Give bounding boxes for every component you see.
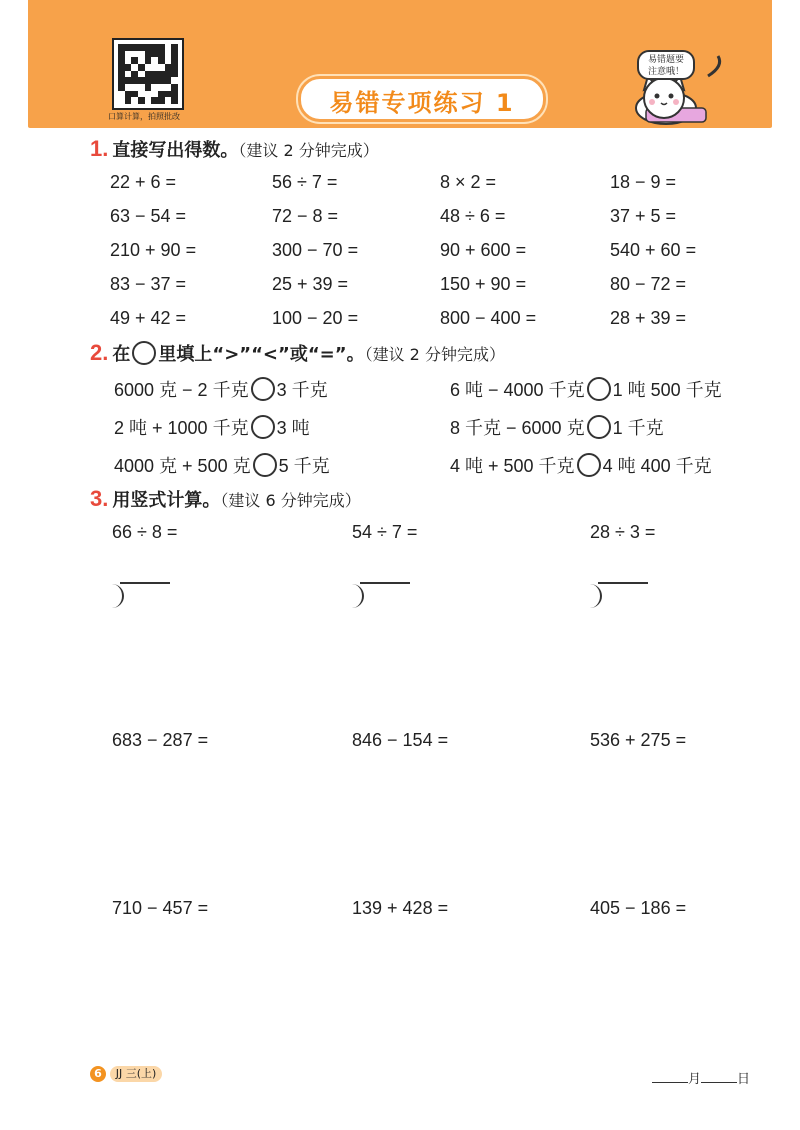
division-bracket[interactable]	[112, 582, 168, 608]
problem: 210 + 90 =	[110, 240, 197, 260]
vertical-calc-problem: 710 − 457 =	[112, 898, 209, 918]
bubble-line1: 易错题要	[647, 55, 684, 65]
answer-circle[interactable]	[251, 415, 275, 439]
comparison-right: 5 千克	[278, 456, 330, 476]
bubble-line2: 注意哦！	[647, 67, 684, 77]
section3-number: 3.	[90, 486, 109, 511]
comparison-left: 4 吨 + 500 千克	[450, 456, 575, 476]
vertical-calc-problem: 405 − 186 =	[590, 898, 687, 918]
problem: 28 + 39 =	[610, 308, 687, 328]
comparison-item	[114, 376, 328, 402]
problem: 90 + 600 =	[440, 240, 527, 260]
page-number: 6	[90, 1066, 106, 1082]
comparison-right: 3 吨	[276, 418, 310, 438]
problem: 25 + 39 =	[272, 274, 349, 294]
section2-instruction-b: 里填上“>”“<”或“=”。	[158, 344, 365, 365]
answer-circle[interactable]	[251, 377, 275, 401]
circle-icon	[132, 341, 156, 365]
section2-number: 2.	[90, 340, 109, 365]
comparison-item	[450, 376, 722, 402]
problem: 83 − 37 =	[110, 274, 187, 294]
edition-tag: JJ 三(上)	[110, 1066, 162, 1082]
page-title: 易错专项练习 1	[329, 89, 515, 117]
division-bracket[interactable]	[352, 582, 408, 608]
answer-circle[interactable]	[587, 415, 611, 439]
title-banner	[298, 76, 546, 122]
comparison-right: 1 吨 500 千克	[612, 380, 722, 400]
answer-circle[interactable]	[577, 453, 601, 477]
comparison-item	[450, 452, 712, 478]
vertical-calc-problem: 66 ÷ 8 =	[112, 522, 178, 542]
answer-circle[interactable]	[253, 453, 277, 477]
problem: 37 + 5 =	[610, 206, 677, 226]
comparison-left: 6 吨 − 4000 千克	[450, 380, 585, 400]
month-blank[interactable]	[652, 1082, 688, 1083]
speech-bubble	[637, 50, 695, 80]
qr-code[interactable]	[112, 38, 184, 110]
problem: 48 ÷ 6 =	[440, 206, 506, 226]
comparison-left: 2 吨 + 1000 千克	[114, 418, 249, 438]
comparison-right: 4 吨 400 千克	[602, 456, 712, 476]
comparison-item	[114, 452, 330, 478]
comparison-item	[114, 414, 310, 440]
vertical-calc-problem: 28 ÷ 3 =	[590, 522, 656, 542]
division-bracket[interactable]	[590, 582, 646, 608]
section1-hint: （建议 2 分钟完成）	[238, 141, 379, 160]
problem: 100 − 20 =	[272, 308, 359, 328]
comparison-left: 8 千克 − 6000 克	[450, 418, 585, 438]
month-label: 月	[688, 1072, 702, 1087]
problem: 72 − 8 =	[272, 206, 339, 226]
comparison-left: 4000 克 + 500 克	[114, 456, 251, 476]
problem: 80 − 72 =	[610, 274, 687, 294]
section1-number: 1.	[90, 136, 109, 161]
comparison-right: 3 千克	[276, 380, 328, 400]
problem: 49 + 42 =	[110, 308, 187, 328]
problem: 150 + 90 =	[440, 274, 527, 294]
section3-title	[90, 486, 361, 512]
day-label: 日	[737, 1072, 751, 1087]
problem: 800 − 400 =	[440, 308, 537, 328]
section2-instruction-a: 在	[112, 344, 131, 365]
vertical-calc-problem: 54 ÷ 7 =	[352, 522, 418, 542]
comparison-right: 1 千克	[612, 418, 664, 438]
problem: 8 × 2 =	[440, 172, 497, 192]
section1-instruction: 直接写出得数。	[112, 140, 239, 161]
date-field	[652, 1068, 750, 1087]
section1-title	[90, 136, 379, 162]
day-blank[interactable]	[701, 1082, 737, 1083]
section2-title	[90, 340, 505, 366]
problem: 22 + 6 =	[110, 172, 177, 192]
vertical-calc-problem: 683 − 287 =	[112, 730, 209, 750]
problem: 56 ÷ 7 =	[272, 172, 338, 192]
qr-caption: 口算计算，拍照批改	[108, 112, 180, 121]
vertical-calc-problem: 536 + 275 =	[590, 730, 687, 750]
comparison-item	[450, 414, 664, 440]
section2-hint: （建议 2 分钟完成）	[364, 345, 505, 364]
problem: 540 + 60 =	[610, 240, 697, 260]
comparison-left: 6000 克 − 2 千克	[114, 380, 249, 400]
vertical-calc-problem: 846 − 154 =	[352, 730, 449, 750]
answer-circle[interactable]	[587, 377, 611, 401]
problem: 18 − 9 =	[610, 172, 677, 192]
section3-instruction: 用竖式计算。	[112, 490, 221, 511]
vertical-calc-problem: 139 + 428 =	[352, 898, 449, 918]
problem: 300 − 70 =	[272, 240, 359, 260]
section3-hint: （建议 6 分钟完成）	[220, 491, 361, 510]
problem: 63 − 54 =	[110, 206, 187, 226]
